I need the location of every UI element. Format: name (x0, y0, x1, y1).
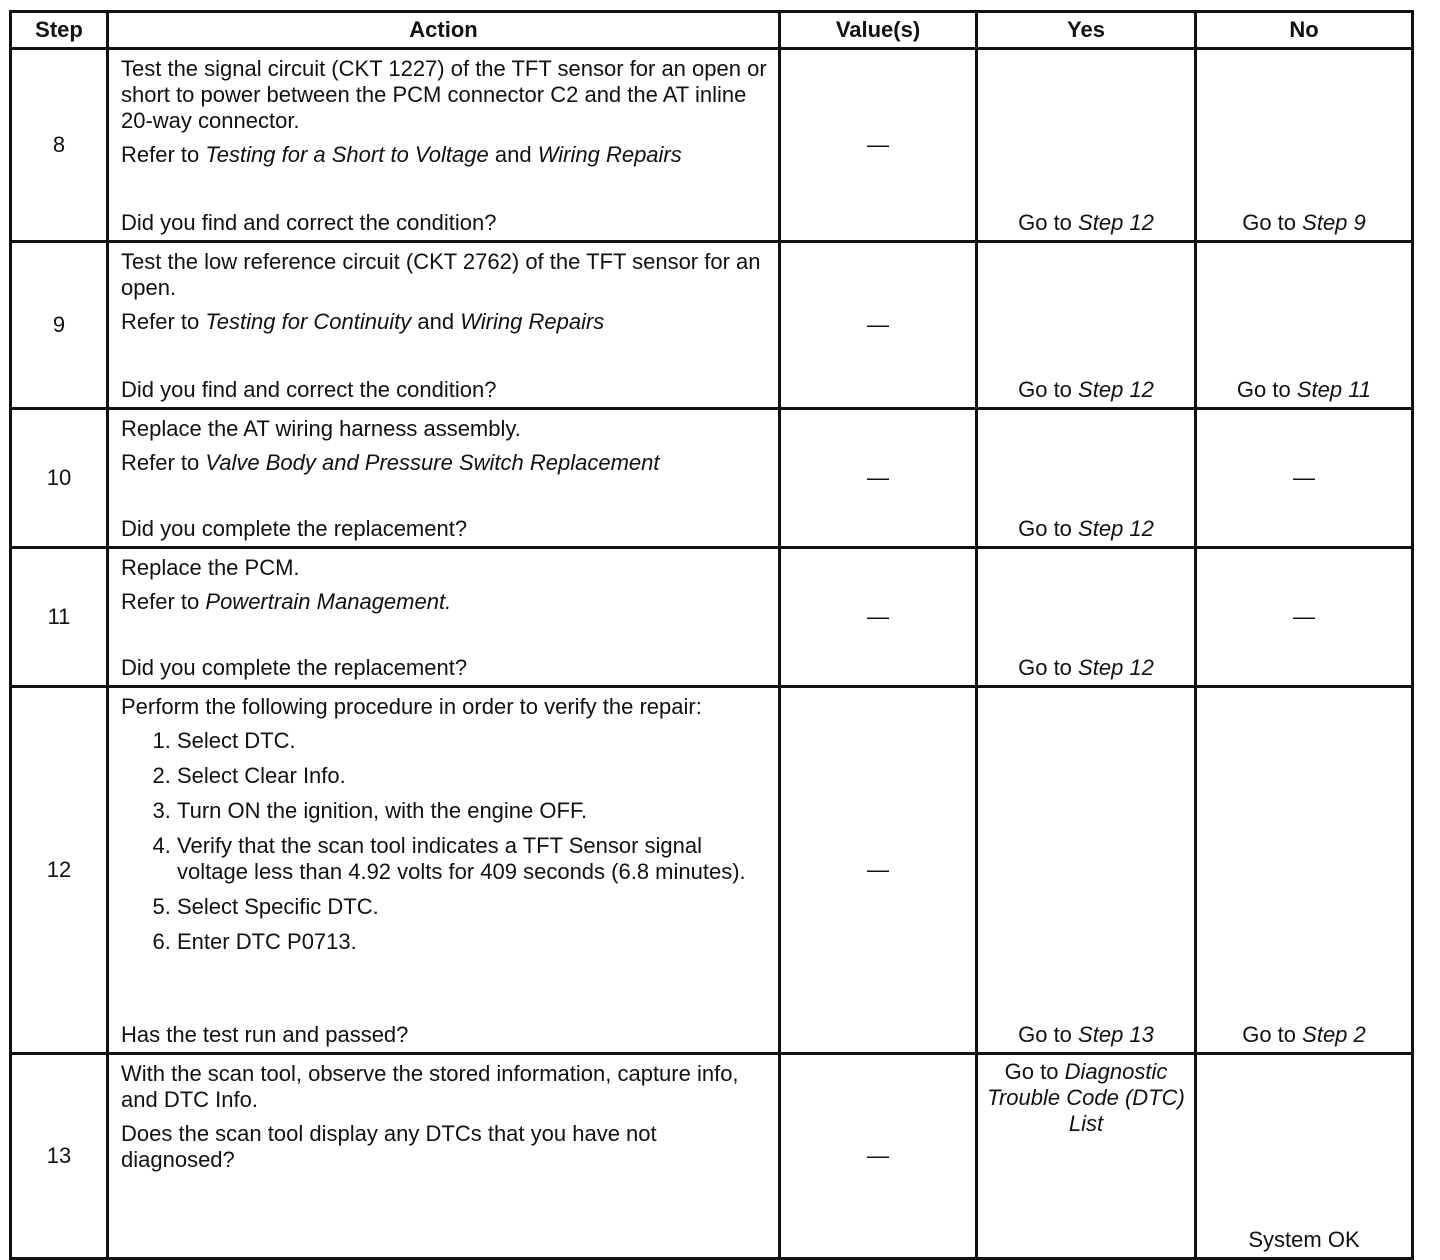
no-cell (1196, 687, 1413, 1054)
goto-target: Step 12 (1078, 655, 1154, 680)
reference-link[interactable]: Wiring Repairs (537, 142, 682, 167)
question-text: Did you complete the replacement? (121, 655, 468, 680)
no-cell (1196, 548, 1413, 687)
action-cell (108, 1054, 780, 1259)
procedure-item: 5. Select Specific DTC. (177, 894, 768, 920)
refer-line (121, 142, 768, 168)
header-step: Step (11, 12, 108, 49)
no-goto[interactable] (1197, 1022, 1411, 1048)
value-cell (780, 49, 977, 242)
action-cell (108, 687, 780, 1054)
action-text: Replace the PCM. (121, 555, 300, 580)
yes-cell (977, 548, 1196, 687)
action-cell (108, 548, 780, 687)
action-cell (108, 409, 780, 548)
procedure-item: 4. Verify that the scan tool indicates a TFT Sensor signal voltage less than 4.92 volts for 409 seconds (6.8 minutes). (177, 833, 768, 885)
goto-target: Step 2 (1302, 1022, 1366, 1047)
yes-cell (977, 242, 1196, 409)
yes-cell (977, 409, 1196, 548)
yes-cell (977, 1054, 1196, 1259)
step-number: 12 (11, 687, 108, 1054)
reference-link[interactable]: Testing for a Short to Voltage (205, 142, 489, 167)
action-cell (108, 242, 780, 409)
question-text: Has the test run and passed? (121, 1022, 409, 1047)
question-text: Did you complete the replacement? (121, 516, 468, 541)
question-text: Did you find and correct the condition? (121, 210, 497, 235)
table-row-step-12 (11, 687, 1413, 1054)
goto-target: Step 11 (1296, 377, 1372, 402)
empty-dash: — (867, 857, 889, 882)
goto-target: Step 9 (1302, 210, 1366, 235)
value-cell (780, 548, 977, 687)
refer-and: and (494, 142, 532, 167)
refer-line (121, 589, 768, 615)
header-values: Value(s) (780, 12, 977, 49)
yes-goto[interactable] (978, 516, 1194, 542)
procedure-list (121, 728, 768, 955)
procedure-item: 6. Enter DTC P0713. (177, 929, 768, 955)
action-text: Test the signal circuit (CKT 1227) of the TFT sensor for an open or short to power between the PCM connector C2 and the AT inline 20-way connector. (121, 56, 767, 133)
goto-target: Step 13 (1078, 1022, 1154, 1047)
header-yes: Yes (977, 12, 1196, 49)
action-question: Does the scan tool display any DTCs that you have not diagnosed? (121, 1121, 657, 1172)
reference-link[interactable]: Wiring Repairs (460, 309, 605, 334)
yes-cell (977, 687, 1196, 1054)
goto-target: Step 12 (1078, 516, 1154, 541)
yes-goto[interactable] (978, 210, 1194, 236)
value-cell (780, 687, 977, 1054)
step-number: 8 (11, 49, 108, 242)
step-number: 10 (11, 409, 108, 548)
header-action: Action (108, 12, 780, 49)
no-cell (1196, 49, 1413, 242)
reference-link[interactable]: Valve Body and Pressure Switch Replacement (205, 450, 660, 475)
empty-dash: — (867, 132, 889, 157)
goto-prefix: Go to (1018, 377, 1072, 402)
empty-dash: — (1293, 465, 1315, 490)
refer-and: and (417, 309, 455, 334)
action-text: Test the low reference circuit (CKT 2762) of the TFT sensor for an open. (121, 249, 761, 300)
yes-goto[interactable] (978, 1055, 1194, 1137)
goto-prefix: Go to (1004, 1059, 1059, 1084)
refer-prefix: Refer to (121, 309, 200, 334)
step-number: 11 (11, 548, 108, 687)
yes-cell (977, 49, 1196, 242)
goto-prefix: Go to (1018, 210, 1072, 235)
empty-dash: — (867, 465, 889, 490)
yes-goto[interactable] (978, 1022, 1194, 1048)
action-text: Perform the following procedure in order to verify the repair: (121, 694, 702, 719)
reference-link[interactable]: Testing for Continuity (205, 309, 412, 334)
goto-target: Diagnostic Trouble Code (DTC) List (987, 1059, 1185, 1136)
goto-prefix: Go to (1242, 1022, 1297, 1047)
refer-line (121, 309, 768, 335)
value-cell (780, 1054, 977, 1259)
empty-dash: — (867, 1143, 889, 1168)
no-cell (1196, 242, 1413, 409)
goto-prefix: Go to (1018, 516, 1072, 541)
goto-target: Step 12 (1078, 210, 1154, 235)
yes-goto[interactable] (978, 655, 1194, 681)
empty-dash: — (867, 312, 889, 337)
goto-prefix: Go to (1018, 1022, 1072, 1047)
value-cell (780, 242, 977, 409)
goto-prefix: Go to (1236, 377, 1291, 402)
no-goto[interactable] (1197, 210, 1411, 236)
procedure-item: 1. Select DTC. (177, 728, 768, 754)
goto-prefix: Go to (1242, 210, 1297, 235)
procedure-item: 3. Turn ON the ignition, with the engine OFF. (177, 798, 768, 824)
yes-goto[interactable] (978, 377, 1194, 403)
refer-prefix: Refer to (121, 589, 200, 614)
action-text: Replace the AT wiring harness assembly. (121, 416, 521, 441)
procedure-item: 2. Select Clear Info. (177, 763, 768, 789)
no-goto[interactable] (1197, 377, 1411, 403)
action-text: With the scan tool, observe the stored information, capture info, and DTC Info. (121, 1061, 739, 1112)
no-cell (1196, 1054, 1413, 1259)
refer-prefix: Refer to (121, 450, 200, 475)
step-number: 9 (11, 242, 108, 409)
no-cell (1196, 409, 1413, 548)
table-row-step-9 (11, 242, 1413, 409)
system-ok-text: System OK (1248, 1227, 1360, 1252)
table-row-step-11 (11, 548, 1413, 687)
action-cell (108, 49, 780, 242)
header-no: No (1196, 12, 1413, 49)
empty-dash: — (867, 604, 889, 629)
diagnostic-table (9, 10, 1414, 1260)
step-number: 13 (11, 1054, 108, 1259)
value-cell (780, 409, 977, 548)
question-text: Did you find and correct the condition? (121, 377, 497, 402)
reference-link[interactable]: Powertrain Management. (205, 589, 452, 614)
table-row-step-10 (11, 409, 1413, 548)
refer-line (121, 450, 768, 476)
table-row-step-8 (11, 49, 1413, 242)
refer-prefix: Refer to (121, 142, 200, 167)
empty-dash: — (1293, 604, 1315, 629)
header-row (11, 12, 1413, 49)
goto-prefix: Go to (1018, 655, 1072, 680)
goto-target: Step 12 (1078, 377, 1154, 402)
table-row-step-13 (11, 1054, 1413, 1259)
